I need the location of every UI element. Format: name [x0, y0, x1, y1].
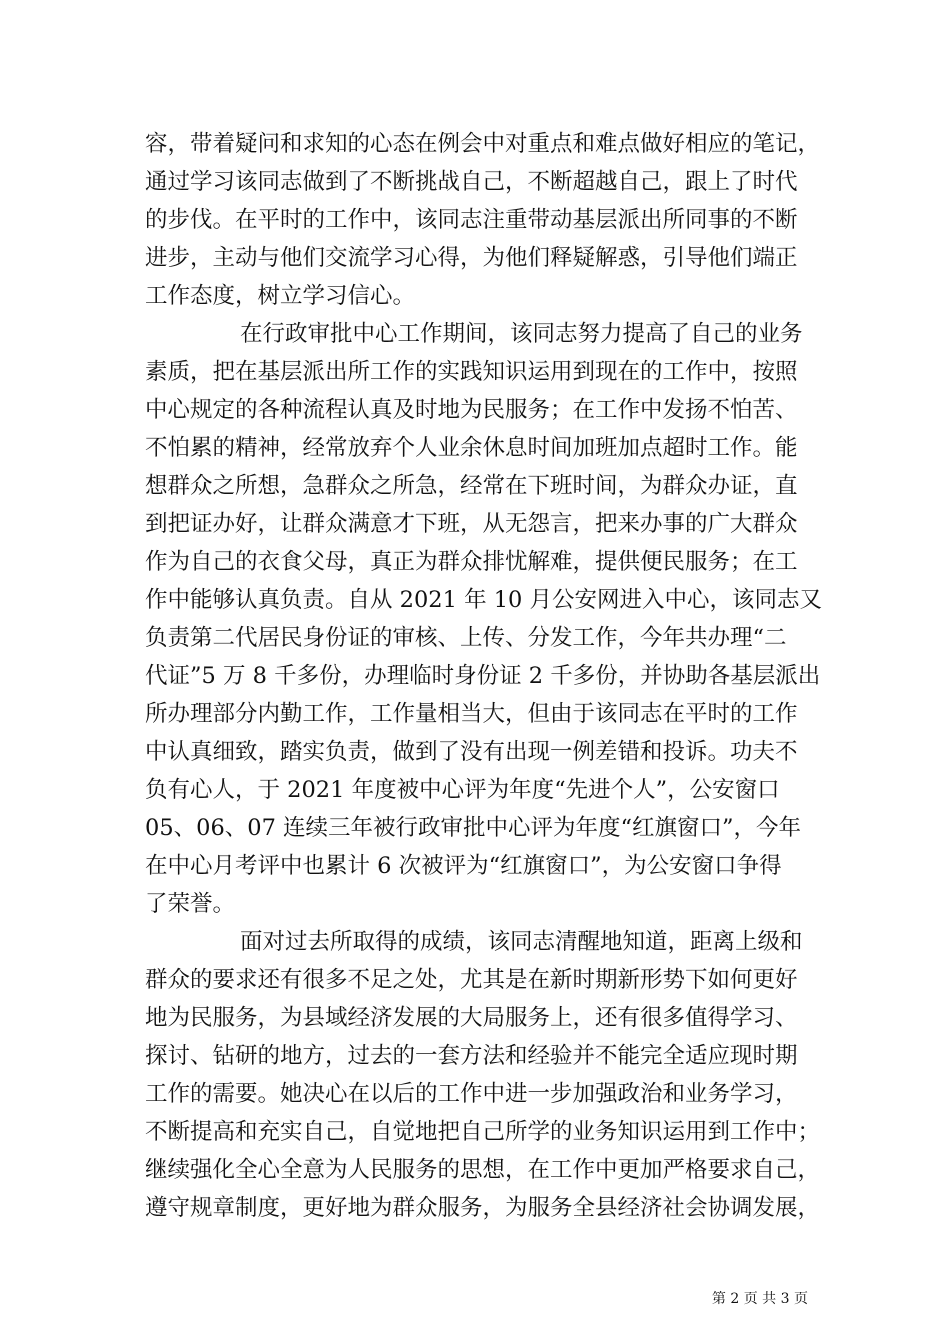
text-line: 素质，把在基层派出所工作的实践知识运用到现在的工作中，按照 — [145, 359, 798, 385]
text-line: 负有心人，于 2021 年度被中心评为年度“先进个人”，公安窗口 — [145, 777, 780, 803]
text-line: 05、06、07 连续三年被行政审批中心评为年度“红旗窗口”，今年 — [145, 815, 802, 841]
text-line: 不怕累的精神，经常放弃个人业余休息时间加班加点超时工作。能 — [145, 435, 798, 461]
text-line: 的步伐。在平时的工作中，该同志注重带动基层派出所同事的不断 — [145, 207, 798, 233]
text-line: 进步，主动与他们交流学习心得，为他们释疑解惑，引导他们端正 — [145, 245, 798, 271]
text-line: 通过学习该同志做到了不断挑战自己，不断超越自己，跟上了时代 — [145, 169, 798, 195]
text-line: 地为民服务，为县域经济发展的大局服务上，还有很多值得学习、 — [145, 1005, 798, 1031]
text-line: 代证”5 万 8 千多份，办理临时身份证 2 千多份，并协助各基层派出 — [145, 663, 821, 689]
text-line: 想群众之所想，急群众之所急，经常在下班时间，为群众办证，直 — [145, 473, 798, 499]
text-line: 继续强化全心全意为人民服务的思想，在工作中更加严格要求自己， — [145, 1157, 821, 1183]
text-line: 容，带着疑问和求知的心态在例会中对重点和难点做好相应的笔记， — [145, 131, 821, 157]
text-line: 探讨、钻研的地方，过去的一套方法和经验并不能完全适应现时期 — [145, 1043, 798, 1069]
text-line: 负责第二代居民身份证的审核、上传、分发工作，今年共办理“二 — [145, 625, 787, 651]
text-line: 遵守规章制度，更好地为群众服务，为服务全县经济社会协调发展， — [145, 1195, 821, 1221]
text-line: 工作态度，树立学习信心。 — [145, 283, 416, 309]
text-line: 作为自己的衣食父母，真正为群众排忧解难，提供便民服务；在工 — [145, 549, 798, 575]
text-line: 所办理部分内勤工作，工作量相当大，但由于该同志在平时的工作 — [145, 701, 798, 727]
text-line: 作中能够认真负责。自从 2021 年 10 月公安网进入中心，该同志又 — [145, 587, 823, 613]
text-line: 中心规定的各种流程认真及时地为民服务；在工作中发扬不怕苦、 — [145, 397, 798, 423]
text-line: 不断提高和充实自己，自觉地把自己所学的业务知识运用到工作中； — [145, 1119, 821, 1145]
text-line: 面对过去所取得的成绩，该同志清醒地知道，距离上级和 — [240, 929, 803, 955]
text-line: 中认真细致，踏实负责，做到了没有出现一例差错和投诉。功夫不 — [145, 739, 798, 765]
page-number-footer: 第 2 页 共 3 页 — [711, 1291, 808, 1307]
text-line: 工作的需要。她决心在以后的工作中进一步加强政治和业务学习， — [145, 1081, 798, 1107]
text-line: 到把证办好，让群众满意才下班，从无怨言，把来办事的广大群众 — [145, 511, 798, 537]
text-line: 在中心月考评中也累计 6 次被评为“红旗窗口”，为公安窗口争得 — [145, 853, 782, 879]
text-line: 群众的要求还有很多不足之处，尤其是在新时期新形势下如何更好 — [145, 967, 798, 993]
text-line: 在行政审批中心工作期间，该同志努力提高了自己的业务 — [240, 321, 803, 347]
text-line: 了荣誉。 — [145, 891, 236, 917]
